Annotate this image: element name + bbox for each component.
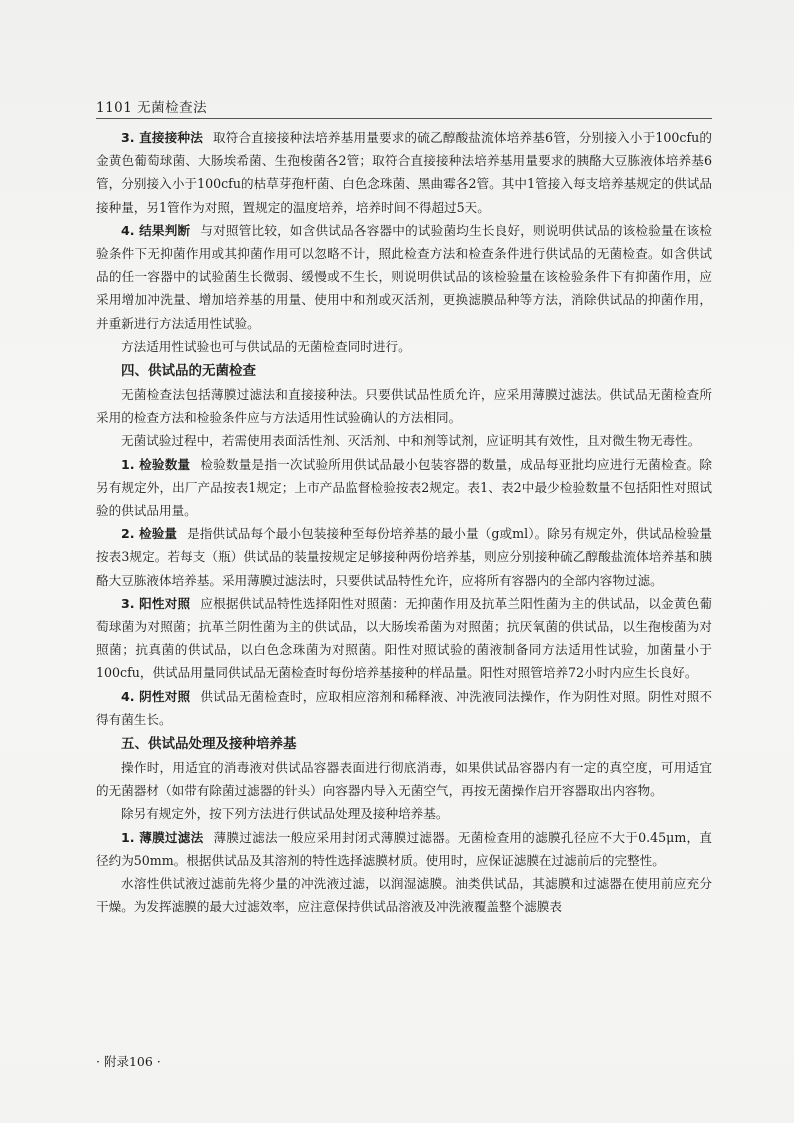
paragraph-lead: 3. 直接接种法 (121, 130, 203, 145)
section-heading: 四、供试品的无菌检查 (121, 363, 256, 380)
paragraph-lead: 3. 阳性对照 (121, 595, 191, 611)
paragraph (96, 453, 712, 523)
paragraph-lead: 4. 结果判断 (121, 222, 191, 238)
page-number: · 附录106 · (96, 1054, 161, 1069)
paragraph-text: 取符合直接接种法培养基用量要求的硫乙醇酸盐流体培养基6管，分别接入小于100cfu的金黄色葡萄球菌、大肠埃希菌、生孢梭菌各2管；取符合直接接种法培养基用量要求的胰酪大豆胨液体培养基6管，分别接入小于100cfu的枯草芽孢杆菌、白色念珠菌、黑曲霉各2管。其中1管接入每支培养基规定的供试品接种量，另1管作为对照，置规定的温度培养，培养时间不得超过5天。 (96, 130, 712, 215)
running-header: 1101 无菌检查法 (96, 100, 208, 116)
paragraph-text: 水溶性供试液过滤前先将少量的冲洗液过滤，以润湿滤膜。油类供试品，其滤膜和过滤器在使用前应充分干燥。为发挥滤膜的最大过滤效率，应注意保持供试品溶液及冲洗液覆盖整个滤膜表 (96, 876, 712, 915)
paragraph-lead: 4. 阴性对照 (121, 688, 191, 704)
paragraph-text: 无菌试验过程中，若需使用表面活性剂、灭活剂、中和剂等试剂，应证明其有效性，且对微生物无毒性。 (121, 433, 701, 449)
paragraph (96, 756, 712, 802)
section-heading: 五、供试品处理及接种培养基 (121, 736, 297, 753)
paragraph (96, 126, 712, 219)
paragraph-text: 薄膜过滤法一般应采用封闭式薄膜过滤器。无菌检查用的滤膜孔径应不大于0.45μm，直径约为50mm。根据供试品及其溶剂的特性选择滤膜材质。使用时，应保证滤膜在过滤前后的完整性。 (96, 829, 712, 868)
paragraph (96, 685, 712, 731)
paragraph-text: 操作时，用适宜的消毒液对供试品容器表面进行彻底消毒，如果供试品容器内有一定的真空度，可用适宜的无菌器材（如带有除菌过滤器的针头）向容器内导入无菌空气，再按无菌操作启开容器取出内容物。 (96, 760, 712, 799)
paragraph (96, 826, 712, 872)
paragraph (96, 335, 712, 358)
paragraph-text: 应根据供试品特性选择阳性对照菌：无抑菌作用及抗革兰阳性菌为主的供试品，以金黄色葡萄球菌为对照菌；抗革兰阴性菌为主的供试品，以大肠埃希菌为对照菌；抗厌氧菌的供试品，以生孢梭菌为对照菌；抗真菌的供试品，以白色念珠菌为对照菌。阳性对照试验的菌液制备同方法适用性试验，加菌量小于100cfu，供试品用量同供试品无菌检查时每份培养基接种的样品量。阳性对照管培养72小时内应生长良好。 (96, 595, 712, 681)
paragraph-text: 无菌检查法包括薄膜过滤法和直接接种法。只要供试品性质允许，应采用薄膜过滤法。供试品无菌检查所采用的检查方法和检验条件应与方法适用性试验确认的方法相同。 (96, 387, 712, 426)
paragraph-lead: 1. 检验数量 (121, 456, 191, 472)
paragraph-text: 方法适用性试验也可与供试品的无菌检查同时进行。 (121, 338, 411, 354)
paragraph-text: 与对照管比较，如含供试品各容器中的试验菌均生长良好，则说明供试品的该检验量在该检验条件下无抑菌作用或其抑菌作用可以忽略不计，照此检查方法和检查条件进行供试品的无菌检查。如含供试品的任一容器中的试验菌生长微弱、缓慢或不生长，则说明供试品的该检验量在该检验条件下有抑菌作用，应采用增加冲洗量、增加培养基的用量、使用中和剂或灭活剂，更换滤膜品种等方法，消除供试品的抑菌作用，并重新进行方法适用性试验。 (96, 222, 712, 331)
paragraph (96, 219, 712, 335)
paragraph (96, 383, 712, 429)
paragraph (96, 592, 712, 685)
paragraph-text: 是指供试品每个最小包装接种至每份培养基的最小量（g或ml）。除另有规定外，供试品检验量按表3规定。若每支（瓶）供试品的装量按规定足够接种两份培养基，则应分别接种硫乙醇酸盐流体培养基和胰酪大豆胨液体培养基。采用薄膜过滤法时，只要供试品特性允许，应将所有容器内的全部内容物过滤。 (96, 526, 713, 588)
header-rule (96, 118, 712, 119)
paragraph (96, 429, 712, 452)
paragraph (96, 802, 712, 825)
paragraph-text: 供试品无菌检查时，应取相应溶剂和稀释液、冲洗液同法操作，作为阴性对照。阴性对照不得有菌生长。 (96, 688, 712, 727)
paragraph (96, 872, 712, 918)
paragraph-text: 除另有规定外，按下列方法进行供试品处理及接种培养基。 (121, 806, 449, 822)
paragraph-text: 检验数量是指一次试验所用供试品最小包装容器的数量，成品每亚批均应进行无菌检查。除另有规定外，出厂产品按表1规定；上市产品监督检验按表2规定。表1、表2中最少检验数量不包括阳性对照试验的供试品用量。 (96, 456, 712, 519)
paragraph-lead: 2. 检验量 (121, 526, 178, 542)
document-body (96, 126, 712, 919)
paragraph (96, 522, 712, 592)
paragraph-lead: 1. 薄膜过滤法 (121, 829, 204, 845)
